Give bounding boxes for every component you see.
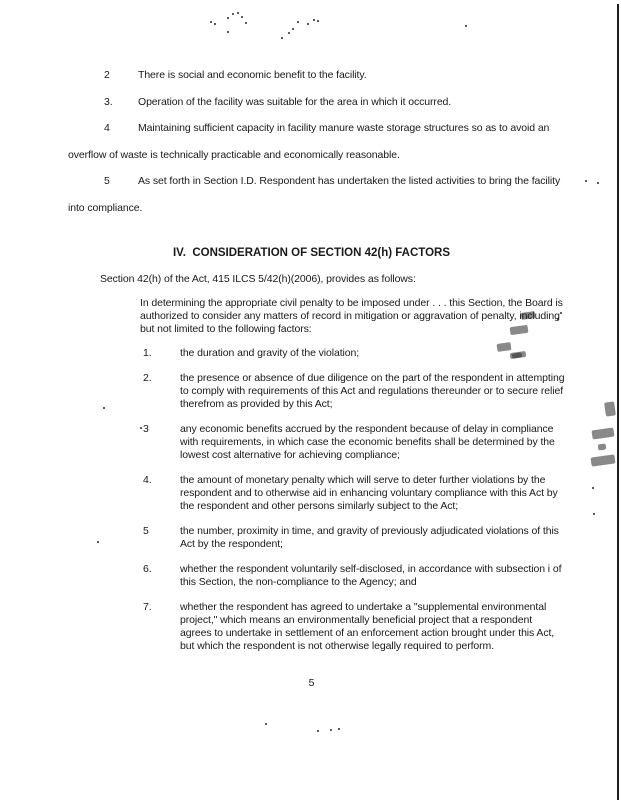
factor-number: 1.	[143, 347, 152, 359]
finding-item-3	[68, 89, 568, 116]
factor-text: the amount of monetary penalty which will serve to deter further violations by the respondent and to otherwise aid in enhancing voluntary compliance with this Act by the respondent and other persons similarly subject to the Act;	[180, 474, 558, 512]
factor-item-2	[140, 372, 565, 411]
finding-number: 5	[104, 175, 110, 187]
findings-list	[68, 62, 568, 221]
section-heading: IV. CONSIDERATION OF SECTION 42(h) FACTORS	[172, 247, 451, 259]
factor-number: 7.	[143, 601, 152, 613]
statute-quote-block	[140, 297, 568, 653]
statute-intro: Section 42(h) of the Act, 415 ILCS 5/42(h)(2006), provides as follows:	[100, 273, 416, 285]
finding-number: 2	[104, 69, 110, 81]
factor-item-4	[140, 474, 565, 513]
finding-number: 3.	[104, 95, 113, 108]
factor-text: the number, proximity in time, and gravity of previously adjudicated violations of this Act by the respondent;	[180, 525, 559, 550]
finding-number: 4	[104, 122, 110, 134]
factor-item-6	[140, 563, 565, 589]
factor-item-3	[140, 423, 565, 462]
factor-text: the presence or absence of due diligence on the part of the respondent in attempting to comply with requirements of this Act and regulations thereunder or to secure relief therefrom as provided by this Act;	[180, 372, 565, 410]
factor-number: 5	[143, 525, 149, 537]
factor-text: any economic benefits accrued by the respondent because of delay in compliance with requirements, in which case the economic benefits shall be determined by the lowest cost alternative for achieving compliance;	[180, 423, 555, 461]
finding-item-2	[68, 62, 568, 89]
factor-number: 2.	[143, 372, 152, 384]
factor-item-5	[140, 525, 565, 551]
factor-item-1	[140, 347, 565, 360]
factor-item-7	[140, 601, 565, 653]
finding-text: Operation of the facility was suitable for the area in which it occurred.	[138, 95, 452, 108]
factor-number: 4.	[143, 474, 152, 486]
finding-text: There is social and economic benefit to the facility.	[138, 69, 367, 81]
factor-number: 3	[143, 423, 149, 435]
finding-text: Maintaining sufficient capacity in facility manure waste storage structures so as to avoid an overflow of waste is technically practicable and economically reasonable.	[68, 122, 550, 161]
page-number: 5	[308, 677, 315, 689]
factor-text: whether the respondent has agreed to undertake a "supplemental environmental project," which means an environmentally beneficial project that a respondent agrees to undertake in settlement of an enforcement action brought under this Act, but which the respondent is not otherwise legally required to perform.	[180, 601, 555, 652]
factor-text: whether the respondent voluntarily self-disclosed, in accordance with subsection i of this Section, the non-compliance to the Agency; and	[180, 563, 562, 588]
finding-item-4	[68, 115, 568, 168]
quote-intro-text: In determining the appropriate civil penalty to be imposed under . . . this Section, the Board is authorized to consider any matters of record in mitigation or aggravation of penalty, including but not limited to the following factors:	[140, 297, 563, 335]
factor-text: the duration and gravity of the violation;	[180, 347, 360, 359]
factors-list	[140, 347, 621, 653]
finding-item-5	[68, 168, 568, 221]
factor-number: 6.	[143, 563, 152, 575]
finding-text: As set forth in Section I.D. Respondent has undertaken the listed activities to bring the facility into compliance.	[68, 175, 561, 214]
